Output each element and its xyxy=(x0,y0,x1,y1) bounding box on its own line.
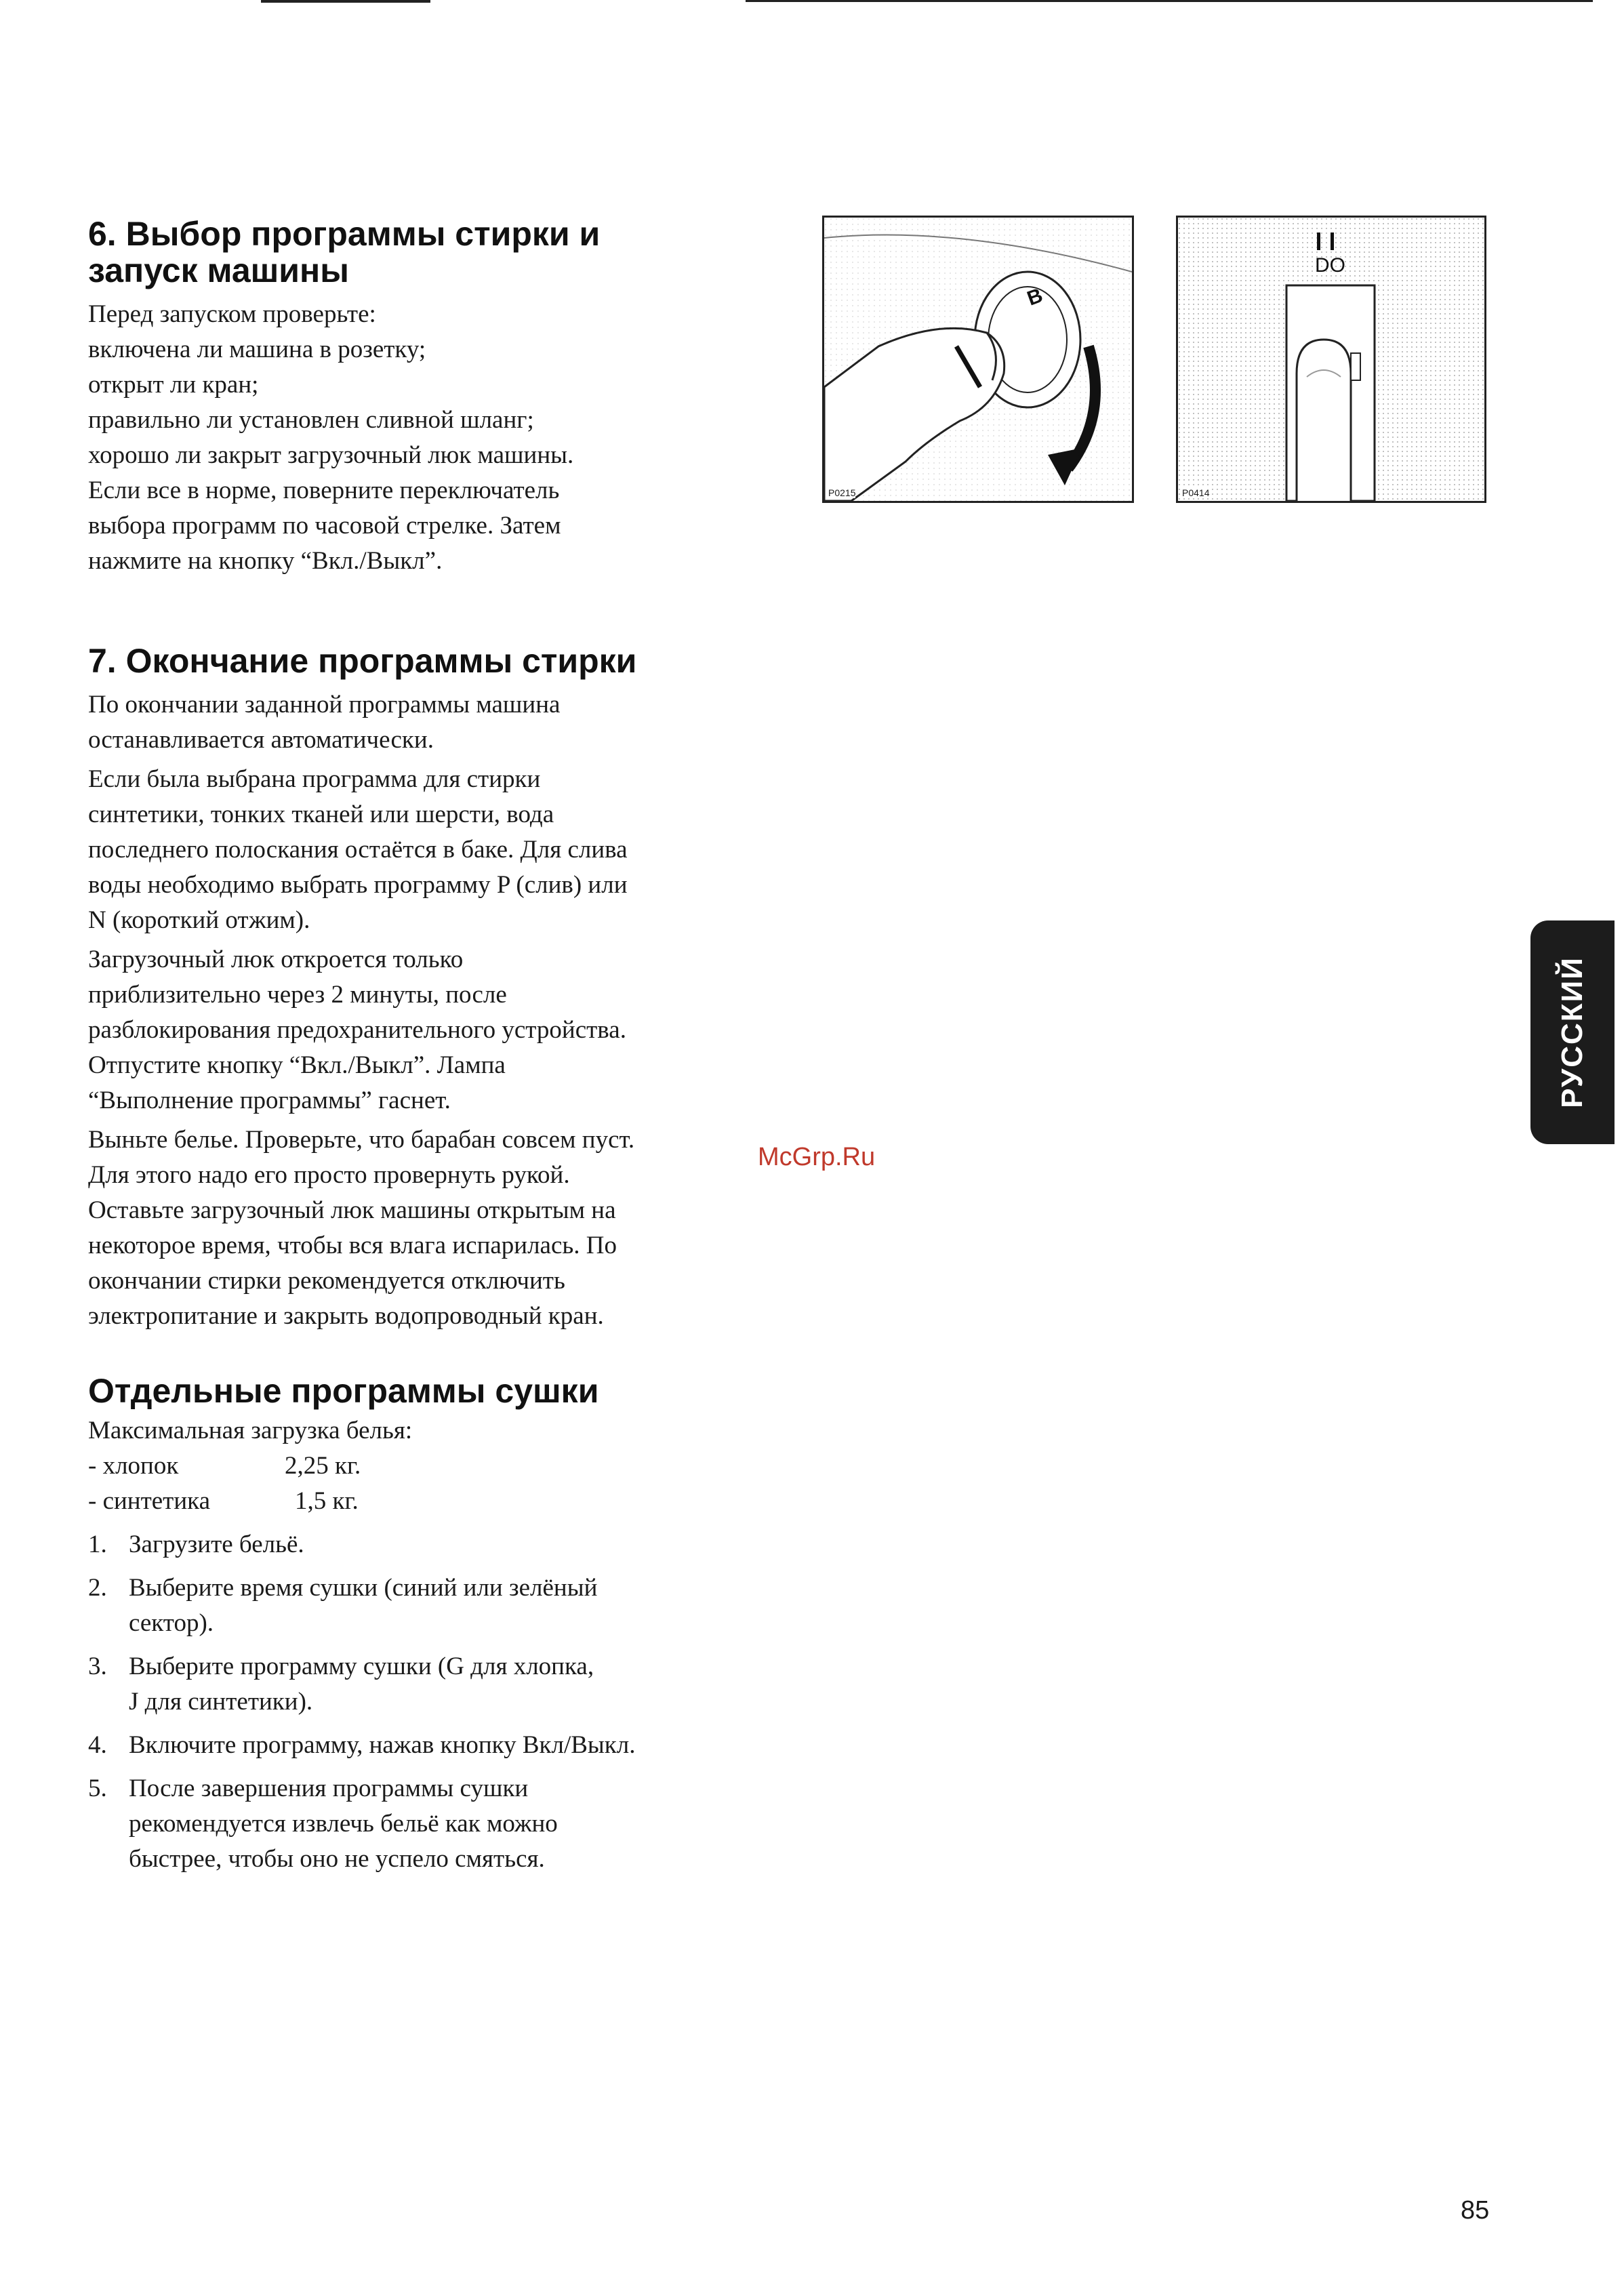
text-line: Если была выбрана программа для стирки xyxy=(88,765,541,793)
step-number: 1. xyxy=(88,1531,107,1558)
text-line: нажмите на кнопку “Вкл./Выкл”. xyxy=(88,547,443,575)
step-text: Включите программу, нажав кнопку Вкл/Выкл. xyxy=(129,1731,636,1759)
weight-row xyxy=(88,1484,766,1519)
drying-body xyxy=(88,1413,766,1877)
section-7-title: 7. Окончание программы стирки xyxy=(88,642,637,680)
text-line: окончании стирки рекомендуется отключить xyxy=(88,1267,565,1295)
paragraph xyxy=(88,1122,766,1334)
section-6 xyxy=(88,216,766,579)
top-rule-left xyxy=(261,0,430,3)
drying-section xyxy=(88,1373,766,1885)
text-line: приблизительно через 2 минуты, после xyxy=(88,981,507,1009)
step-text: сектор). xyxy=(129,1609,214,1637)
language-tab-label: РУССКИЙ xyxy=(1556,956,1589,1108)
text-line: включена ли машина в розетку; xyxy=(88,336,426,363)
watermark: McGrp.Ru xyxy=(758,1143,876,1171)
text-line: “Выполнение программы” гаснет. xyxy=(88,1087,451,1114)
on-off-button-illustration xyxy=(1176,216,1486,503)
text-line: воды необходимо выбрать программу P (слив) или xyxy=(88,871,628,899)
text-line: открыт ли кран; xyxy=(88,371,259,399)
svg-text:DO: DO xyxy=(1315,254,1345,277)
program-dial-illustration xyxy=(822,216,1134,503)
section-6-title: 6. Выбор программы стирки и запуск машины xyxy=(88,215,601,289)
text-line: правильно ли установлен сливной шланг; xyxy=(88,406,534,434)
text-line: Загрузочный люк откроется только xyxy=(88,946,464,973)
text-line: Выньте белье. Проверьте, что барабан совсем пуст. xyxy=(88,1126,635,1154)
text-line: выбора программ по часовой стрелке. Затем xyxy=(88,512,561,540)
step-text: Загрузите бельё. xyxy=(129,1531,304,1558)
weight-row xyxy=(88,1449,766,1484)
text-line: электропитание и закрыть водопроводный кран. xyxy=(88,1302,604,1330)
step-text: J для синтетики). xyxy=(129,1688,313,1716)
step-number: 3. xyxy=(88,1653,107,1680)
paragraph xyxy=(88,942,766,1118)
text-line: синтетики, тонких тканей или шерсти, вода xyxy=(88,801,554,828)
paragraph xyxy=(88,687,766,758)
svg-text:B: B xyxy=(1024,284,1046,310)
drying-title: Отдельные программы сушки xyxy=(88,1372,599,1410)
drying-intro: Максимальная загрузка белья: xyxy=(88,1417,413,1444)
text-line: разблокирования предохранительного устройства. xyxy=(88,1016,626,1044)
language-tab xyxy=(1530,920,1615,1144)
list-item xyxy=(88,1649,766,1720)
text-line: Оставьте загрузочный люк машины открытым на xyxy=(88,1196,616,1224)
section-7-body xyxy=(88,687,766,1334)
text-line: хорошо ли закрыт загрузочный люк машины. xyxy=(88,441,574,469)
text-line: Если все в норме, поверните переключатель xyxy=(88,477,560,504)
list-item xyxy=(88,1771,766,1877)
step-number: 2. xyxy=(88,1574,107,1602)
text-line: Отпустите кнопку “Вкл./Выкл”. Лампа xyxy=(88,1051,506,1079)
step-text: быстрее, чтобы оно не успело смяться. xyxy=(129,1845,545,1873)
text-line: По окончании заданной программы машина xyxy=(88,691,561,718)
text-line: Для этого надо его просто провернуть рукой. xyxy=(88,1161,570,1189)
text-line: останавливается автоматически. xyxy=(88,726,434,754)
section-7 xyxy=(88,643,766,1334)
weight-label: - синтетика xyxy=(88,1487,210,1515)
page-number: 85 xyxy=(1461,2196,1490,2225)
step-text: рекомендуется извлечь бельё как можно xyxy=(129,1810,558,1838)
list-item xyxy=(88,1571,766,1641)
weight-value: 2,25 кг. xyxy=(285,1452,361,1480)
paragraph xyxy=(88,762,766,938)
figure-code: P0215 xyxy=(828,487,856,498)
text-line: Перед запуском проверьте: xyxy=(88,300,376,328)
weight-label: - хлопок xyxy=(88,1452,179,1480)
text-line: некоторое время, чтобы вся влага испарилась. По xyxy=(88,1232,617,1259)
section-6-body xyxy=(88,297,766,579)
step-text: Выберите время сушки (синий или зелёный xyxy=(129,1574,598,1602)
step-number: 4. xyxy=(88,1731,107,1759)
step-text: Выберите программу сушки (G для хлопка, xyxy=(129,1653,594,1680)
button-finger-icon xyxy=(1178,218,1484,501)
top-rule-right xyxy=(746,0,1593,2)
text-line: N (короткий отжим). xyxy=(88,906,310,934)
figure-code: P0414 xyxy=(1182,487,1210,498)
text-line: последнего полоскания остаётся в баке. Для слива xyxy=(88,836,628,864)
steps-list xyxy=(88,1527,766,1877)
dial-hand-icon xyxy=(824,218,1132,501)
step-text: После завершения программы сушки xyxy=(129,1775,529,1802)
weight-value: 1,5 кг. xyxy=(295,1487,359,1515)
list-item xyxy=(88,1728,766,1763)
list-item xyxy=(88,1527,766,1562)
step-number: 5. xyxy=(88,1775,107,1802)
